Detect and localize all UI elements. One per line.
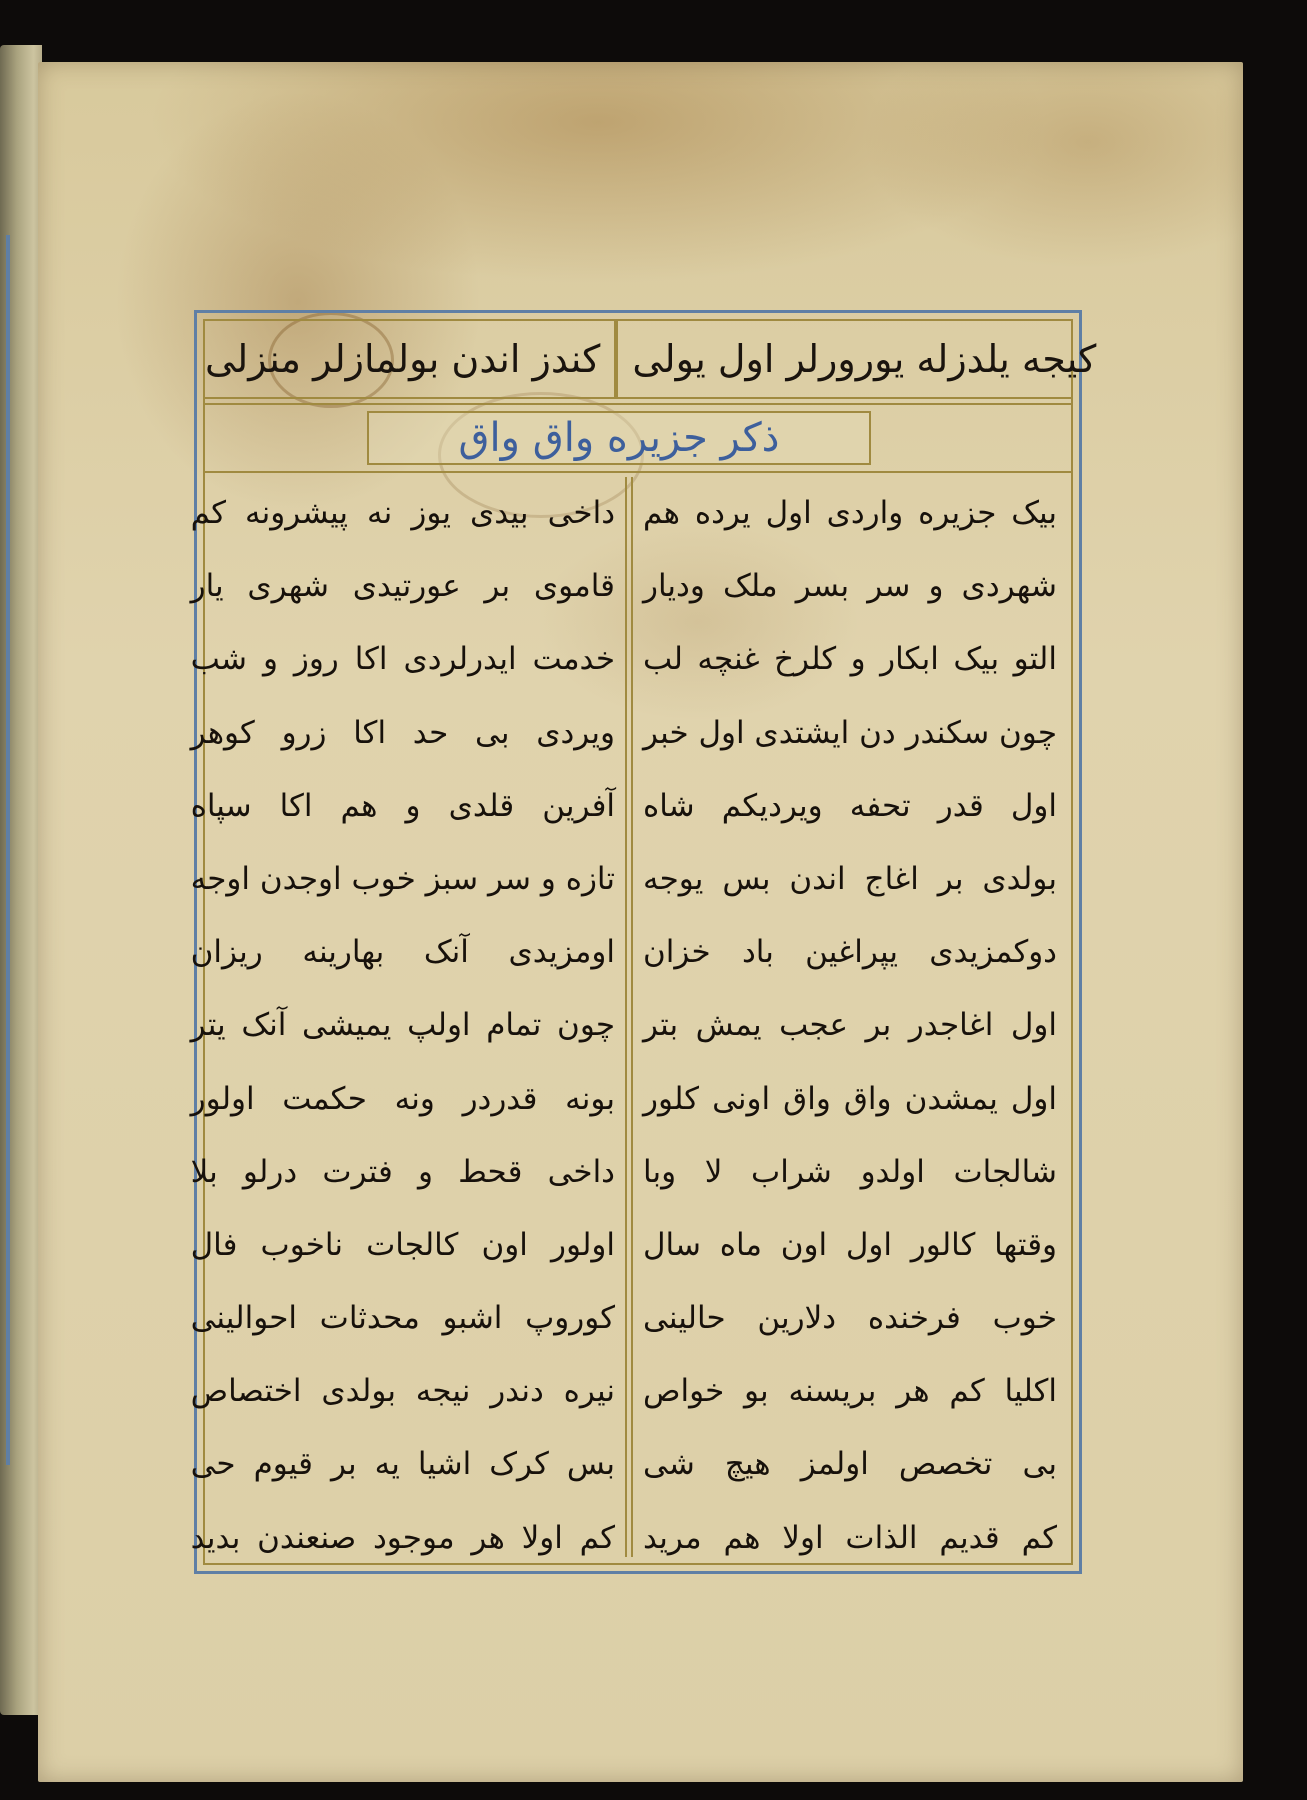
verse-columns [190, 477, 1071, 1557]
verse-line: ویردی بی حد اکا زرو کوهر [190, 714, 615, 751]
section-title-band [205, 403, 1071, 473]
verse-line: اول قدر تحفه ویردیکم شاه [643, 787, 1057, 824]
text-frame [190, 310, 1097, 1574]
verse-line: بس کرک اشیا یه بر قیوم حی [190, 1446, 615, 1483]
adjacent-page-edge [0, 45, 42, 1715]
section-title: ذکر جزیره واق واق [367, 411, 871, 465]
verse-line: تازه و سر سبز خوب اوجدن اوجه [190, 860, 615, 897]
verse-line: خوب فرخنده دلارین حالینی [643, 1300, 1057, 1337]
verse-line: خدمت ایدرلردی اکا روز و شب [190, 641, 615, 678]
text-frame-inner [190, 319, 1097, 1565]
verse-line: بیک جزیره واردی اول یرده هم [643, 495, 1057, 531]
verse-line: چون سکندر دن ایشتدی اول خبر [643, 714, 1057, 751]
verse-line: داخی بیدی یوز نه پیشرونه کم [190, 495, 615, 531]
verse-line: بی تخصص اولمز هیچ شی [643, 1446, 1057, 1483]
manuscript-page [38, 62, 1243, 1782]
verse-line: کم قدیم الذات اولا هم مرید [643, 1519, 1057, 1556]
verse-column-left [177, 477, 629, 1557]
verse-line: آفرین قلدی و هم اکا سپاه [190, 787, 615, 824]
verse-line: اول یمشدن واق واق اونی کلور [643, 1080, 1057, 1117]
verse-line: بولدی بر اغاج اندن بس یوجه [643, 860, 1057, 897]
verse-column-right [629, 477, 1071, 1557]
verse-line: بونه قدردر ونه حکمت اولور [190, 1080, 615, 1117]
verse-line: شهردی و سر بسر ملک ودیار [643, 568, 1057, 605]
verse-line: اولور اون کالجات ناخوب فال [190, 1226, 615, 1263]
verse-line: داخی قحط و فترت درلو بلا [190, 1153, 615, 1190]
verse-line: اول اغاجدر بر عجب یمش بتر [643, 1007, 1057, 1044]
verse-line: شالجات اولدو شراب لا وبا [643, 1153, 1057, 1190]
column-divider [614, 321, 618, 397]
verse-line: اکلیا کم هر بریسنه بو خواص [643, 1373, 1057, 1410]
header-hemistich-left: کندز اندن بولمازلر منزلی [205, 337, 601, 381]
verse-line: اومزیدی آنک بهارینه ریزان [190, 934, 615, 971]
verse-line: وقتها کالور اول اون ماه سال [643, 1226, 1057, 1263]
verse-line: چون تمام اولپ یمیشی آنک یتر [190, 1007, 615, 1044]
header-couplet [205, 321, 1097, 399]
verse-line: دوکمزیدی یپراغین باد خزان [643, 934, 1057, 971]
verse-line: کم اولا هر موجود صنعندن بدید [190, 1519, 615, 1556]
header-hemistich-right: کیجه یلدزله یورورلر اول یولی [632, 337, 1097, 381]
verse-line: نیره دندر نیجه بولدی اختصاص [190, 1373, 615, 1410]
adjacent-page-frame-line [6, 235, 10, 1465]
verse-line: قاموی بر عورتیدی شهری یار [190, 568, 615, 605]
verse-line: التو بیک ابکار و کلرخ غنچه لب [643, 641, 1057, 678]
verse-line: کوروپ اشبو محدثات احوالینی [190, 1300, 615, 1337]
